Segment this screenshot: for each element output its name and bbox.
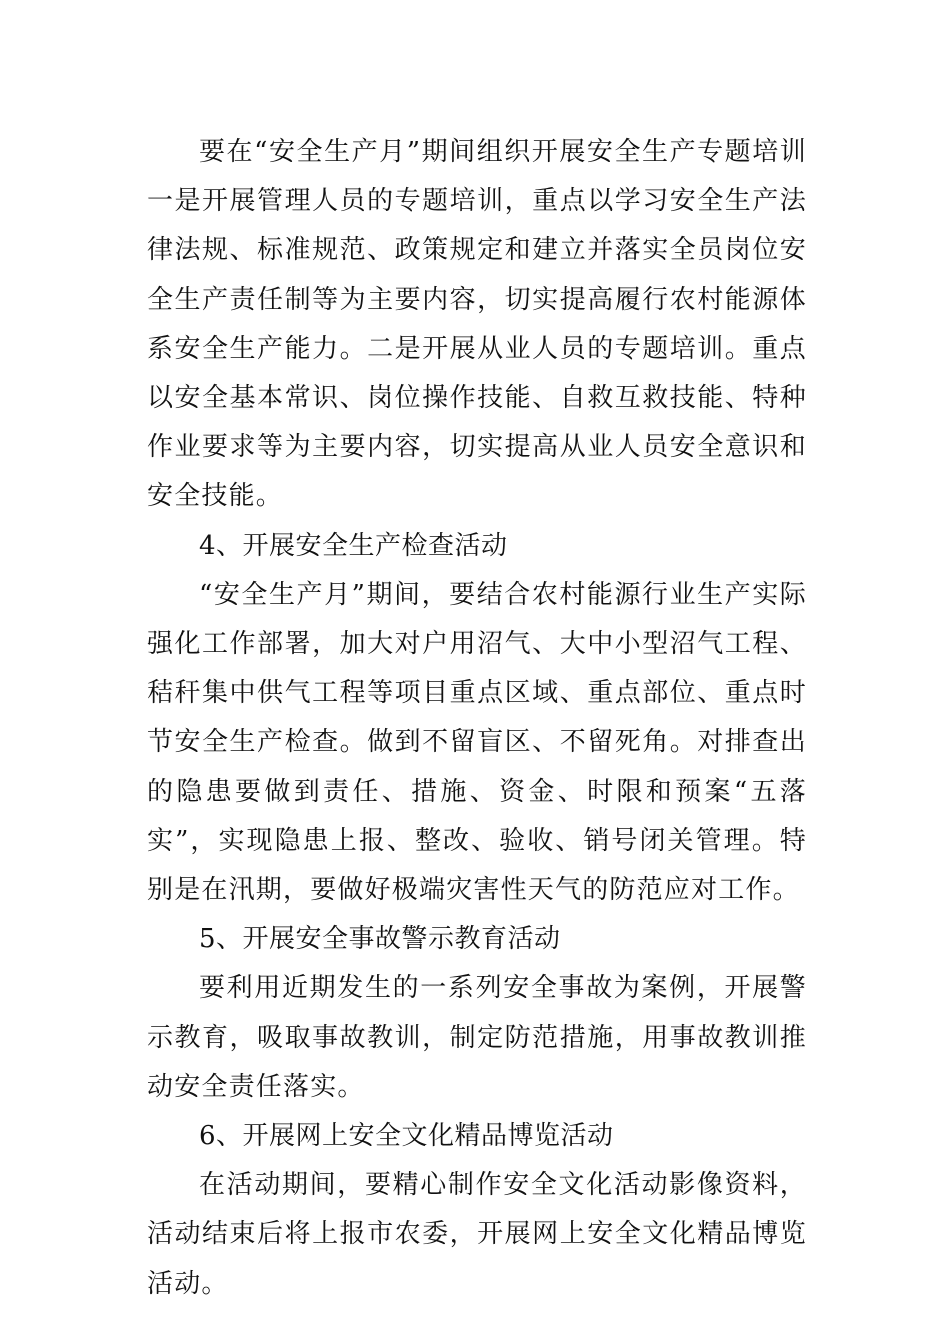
- paragraph-warning-education: 要利用近期发生的一系列安全事故为案例，开展警示教育，吸取事故教训，制定防范措施，用事故教训推动安全责任落实。: [147, 973, 807, 1102]
- document-page: [147, 128, 807, 1309]
- heading-online-exhibition: 6、开展网上安全文化精品博览活动: [199, 1121, 614, 1152]
- heading-inspection: 4、开展安全生产检查活动: [199, 530, 508, 561]
- paragraph-inspection: “安全生产月”期间，要结合农村能源行业生产实际强化工作部署，加大对户用沼气、大中小型沼气工程、秸秆集中供气工程等项目重点区域、重点部位、重点时节安全生产检查。做到不留盲区、不留死角。对排查出的隐患要做到责任、措施、资金、时限和预案“五落实”，实现隐患上报、整改、验收、销号闭关管理。特别是在汛期，要做好极端灾害性天气的防范应对工作。: [147, 579, 807, 906]
- paragraph-online-exhibition: 在活动期间，要精心制作安全文化活动影像资料，活动结束后将上报市农委，开展网上安全文化精品博览活动。: [147, 1170, 807, 1299]
- heading-warning-education: 5、开展安全事故警示教育活动: [199, 924, 561, 955]
- paragraph-training: 要在“安全生产月”期间组织开展安全生产专题培训一是开展管理人员的专题培训，重点以学习安全生产法律法规、标准规范、政策规定和建立并落实全员岗位安全生产责任制等为主要内容，切实提高履行农村能源体系安全生产能力。二是开展从业人员的专题培训。重点以安全基本常识、岗位操作技能、自救互救技能、特种作业要求等为主要内容，切实提高从业人员安全意识和安全技能。: [147, 137, 807, 512]
